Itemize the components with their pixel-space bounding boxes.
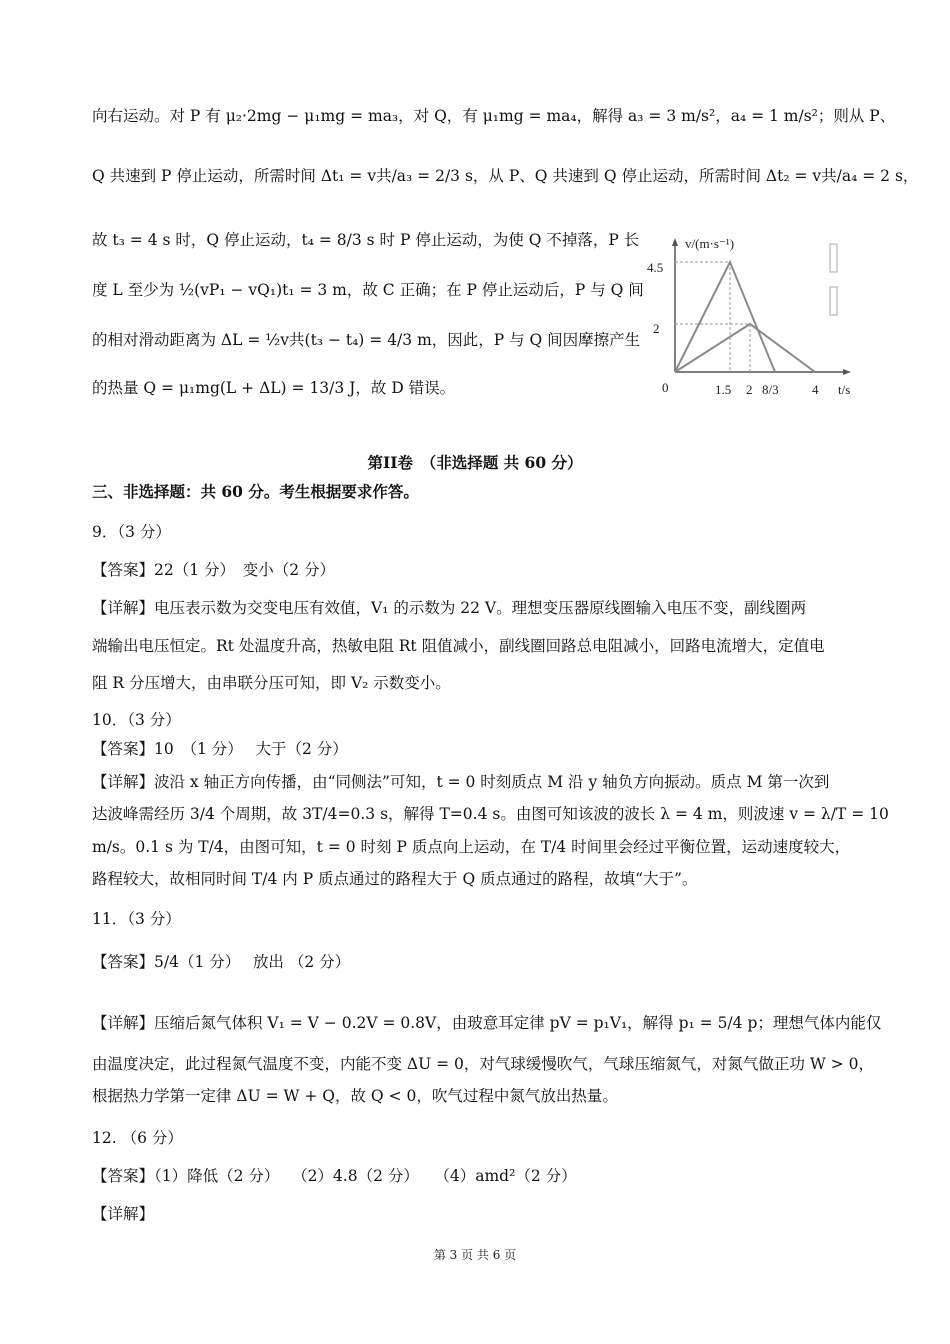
y-tick-label: 2 [653, 321, 660, 336]
solution-line: 的热量 Q = μ₁mg(L + ΔL) = 13/3 J，故 D 错误。 [92, 379, 456, 397]
solution-line: 度 L 至少为 ½(vP₁ − vQ₁)t₁ = 3 m，故 C 正确；在 P 停止运动后，P 与 Q 间 [92, 281, 644, 299]
x-tick-label: 1.5 [715, 382, 732, 397]
origin-label: 0 [662, 380, 669, 395]
solution-line: 故 t₃ = 4 s 时，Q 停止运动，t₄ = 8/3 s 时 P 停止运动，为使 Q 不掉落，P 长 [92, 231, 640, 249]
section-heading: 三、非选择题：共 60 分。考生根据要求作答。 [92, 482, 419, 501]
y-axis-arrow [672, 238, 678, 246]
detail-11-line: 由温度决定，此过程氮气温度不变，内能不变 ΔU = 0，对气球缓慢吹气，气球压缩氮气，对氮气做正功 W > 0， [92, 1055, 874, 1073]
answer-9: 【答案】22（1 分） 变小（2 分） [92, 561, 336, 579]
x-tick-label: 8/3 [762, 382, 779, 397]
detail-10-line: m/s。0.1 s 为 T/4，由图可知，t = 0 时刻 P 质点向上运动，在 T/4 时间里会经过平衡位置，运动速度较大， [92, 838, 851, 856]
x-axis-arrow [843, 369, 851, 375]
x-tick-label: 4 [812, 382, 819, 397]
answer-12: 【答案】（1）降低（2 分） （2）4.8（2 分） （4）amd²（2 分） [92, 1167, 577, 1185]
y-tick-label: 4.5 [647, 260, 664, 275]
x-axis-label: t/s [838, 382, 851, 397]
detail-9-line: 端输出电压恒定。Rt 处温度升高，热敏电阻 Rt 阻值减小，副线圈回路总电阻减小，回路电流增大，定值电 [92, 637, 825, 655]
detail-10-line: 路程较大，故相同时间 T/4 内 P 质点通过的路程大于 Q 质点通过的路程，故填“大于”。 [92, 870, 698, 888]
detail-10-line: 【详解】波沿 x 轴正方向传播，由“同侧法”可知，t = 0 时刻质点 M 沿 y 轴负方向振动。质点 M 第一次到 [92, 773, 830, 791]
p-velocity-line [675, 262, 775, 372]
answer-10: 【答案】10 （1 分） 大于（2 分） [92, 740, 348, 758]
detail-10-line: 达波峰需经历 3/4 个周期，故 3T/4=0.3 s，解得 T=0.4 s。由图可知该波的波长 λ = 4 m，则波速 v = λ/T = 10 [92, 805, 889, 823]
detail-9-line: 阻 R 分压增大，由串联分压可知，即 V₂ 示数变小。 [92, 674, 451, 692]
detail-12-label: 【详解】 [92, 1205, 155, 1223]
solution-line: Q 共速到 P 停止运动，所需时间 Δt₁ = v共/a₃ = 2/3 s，从 P、Q 共速到 Q 停止运动，所需时间 Δt₂ = v共/a₄ = 2 s， [92, 167, 919, 185]
scan-mark [830, 244, 837, 272]
velocity-time-graph [645, 232, 865, 404]
question-number-10: 10．（3 分） [92, 711, 181, 729]
x-tick-label: 2 [746, 382, 753, 397]
solution-line: 向右运动。对 P 有 μ₂·2mg − μ₁mg = ma₃，对 Q，有 μ₁mg = ma₄，解得 a₃ = 3 m/s²，a₄ = 1 m/s²；则从 P、 [92, 107, 896, 125]
page-footer: 第 3 页 共 6 页 [433, 1248, 517, 1262]
y-axis-label: v/(m·s⁻¹) [685, 236, 735, 251]
detail-11-line: 根据热力学第一定律 ΔU = W + Q，故 Q < 0，吹气过程中氮气放出热量。 [92, 1087, 618, 1105]
scan-mark [830, 287, 837, 315]
question-number-9: 9．（3 分） [92, 523, 171, 541]
detail-9-line: 【详解】电压表示数为交变电压有效值，V₁ 的示数为 22 V。理想变压器原线圈输入电压不变，副线圈两 [92, 599, 807, 617]
question-number-11: 11．（3 分） [92, 910, 181, 928]
section-title: 第II卷 （非选择题 共 60 分） [367, 453, 583, 472]
solution-line: 的相对滑动距离为 ΔL = ½v共(t₃ − t₄) = 4/3 m，因此，P 与 Q 间因摩擦产生 [92, 331, 641, 349]
answer-11: 【答案】5/4（1 分） 放出 （2 分） [92, 953, 351, 971]
detail-11-line: 【详解】压缩后氮气体积 V₁ = V − 0.2V = 0.8V，由玻意耳定律 pV = p₁V₁，解得 p₁ = 5/4 p；理想气体内能仅 [92, 1014, 882, 1032]
question-number-12: 12. （6 分） [92, 1129, 183, 1147]
